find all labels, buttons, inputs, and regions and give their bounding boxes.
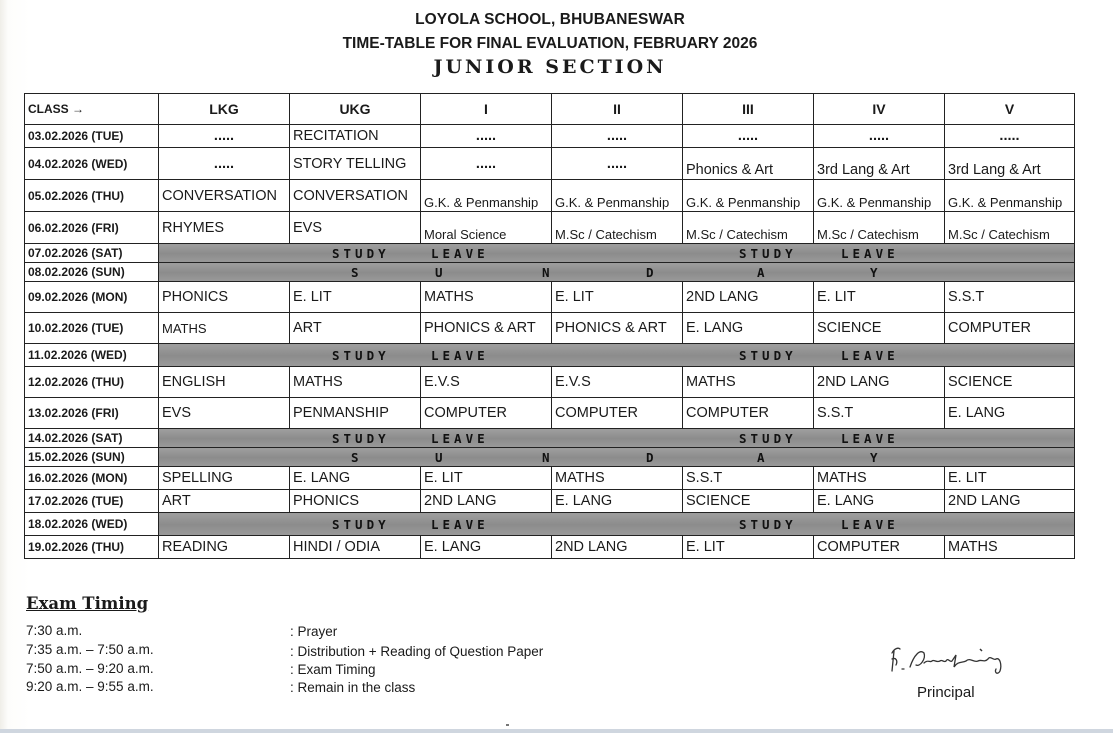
exam-cell: E. LANG <box>945 398 1075 429</box>
exam-cell: ART <box>159 490 290 513</box>
date-cell: 03.02.2026 (TUE) <box>25 125 159 148</box>
band-word: STUDY <box>739 347 797 363</box>
band-letter: N <box>542 449 554 465</box>
band-letter: N <box>542 264 554 280</box>
exam-cell: G.K. & Penmanship <box>552 180 683 212</box>
exam-cell: E.V.S <box>552 367 683 398</box>
exam-cell: PENMANSHIP <box>290 398 421 429</box>
band-letter: D <box>646 449 658 465</box>
exam-cell: RHYMES <box>159 212 290 244</box>
exam-cell: PHONICS <box>159 282 290 313</box>
date-cell: 10.02.2026 (TUE) <box>25 313 159 344</box>
timing-time: 7:35 a.m. – 7:50 a.m. <box>26 642 154 657</box>
class-header: LKG <box>159 94 290 125</box>
date-cell: 17.02.2026 (TUE) <box>25 490 159 513</box>
exam-cell: COMPUTER <box>421 398 552 429</box>
date-cell: 07.02.2026 (SAT) <box>25 244 159 263</box>
exam-cell: G.K. & Penmanship <box>421 180 552 212</box>
table-row <box>25 367 1075 398</box>
timing-time: 7:50 a.m. – 9:20 a.m. <box>26 661 154 676</box>
table-row <box>25 490 1075 513</box>
exam-cell: ..... <box>159 125 290 148</box>
date-cell: 12.02.2026 (THU) <box>25 367 159 398</box>
exam-cell: G.K. & Penmanship <box>945 180 1075 212</box>
band-letter: A <box>757 449 769 465</box>
bottom-edge <box>0 729 1113 733</box>
exam-cell: COMPUTER <box>814 536 945 559</box>
table-row <box>25 125 1075 148</box>
band-letter: A <box>757 264 769 280</box>
band-letter: S <box>351 449 363 465</box>
band-word: LEAVE <box>841 430 899 446</box>
exam-cell: M.Sc / Catechism <box>814 212 945 244</box>
study-leave-band <box>159 513 1075 536</box>
table-row <box>25 313 1075 344</box>
exam-cell: CONVERSATION <box>290 180 421 212</box>
exam-cell: M.Sc / Catechism <box>683 212 814 244</box>
table-row <box>25 212 1075 244</box>
band-letter: D <box>646 264 658 280</box>
exam-timing-title: Exam Timing <box>26 594 149 613</box>
date-cell: 06.02.2026 (FRI) <box>25 212 159 244</box>
sunday-row <box>25 448 1075 467</box>
study-leave-row <box>25 244 1075 263</box>
exam-cell: SPELLING <box>159 467 290 490</box>
date-cell: 18.02.2026 (WED) <box>25 513 159 536</box>
exam-cell: ENGLISH <box>159 367 290 398</box>
exam-cell: EVS <box>290 212 421 244</box>
sunday-band <box>159 263 1075 282</box>
exam-cell: HINDI / ODIA <box>290 536 421 559</box>
exam-cell: E. LANG <box>421 536 552 559</box>
exam-cell: S.S.T <box>945 282 1075 313</box>
band-word: LEAVE <box>431 430 489 446</box>
exam-cell: M.Sc / Catechism <box>945 212 1075 244</box>
exam-cell: S.S.T <box>683 467 814 490</box>
band-word: STUDY <box>739 430 797 446</box>
band-letter: U <box>435 264 447 280</box>
exam-cell: Moral Science <box>421 212 552 244</box>
exam-cell: ART <box>290 313 421 344</box>
header-row <box>25 94 1075 125</box>
exam-cell: MATHS <box>945 536 1075 559</box>
exam-cell: COMPUTER <box>945 313 1075 344</box>
band-word: STUDY <box>332 347 390 363</box>
exam-cell: MATHS <box>421 282 552 313</box>
study-leave-row <box>25 344 1075 367</box>
study-leave-band <box>159 429 1075 448</box>
exam-cell: E. LIT <box>552 282 683 313</box>
class-header: I <box>421 94 552 125</box>
exam-cell: ..... <box>421 148 552 180</box>
date-cell: 19.02.2026 (THU) <box>25 536 159 559</box>
band-word: LEAVE <box>841 347 899 363</box>
exam-cell: EVS <box>159 398 290 429</box>
table-row <box>25 398 1075 429</box>
band-word: STUDY <box>739 245 797 261</box>
date-cell: 13.02.2026 (FRI) <box>25 398 159 429</box>
date-cell: 04.02.2026 (WED) <box>25 148 159 180</box>
study-leave-band <box>159 344 1075 367</box>
principal-signature <box>884 641 1034 681</box>
band-word: STUDY <box>332 430 390 446</box>
exam-cell: CONVERSATION <box>159 180 290 212</box>
exam-cell: RECITATION <box>290 125 421 148</box>
date-cell: 09.02.2026 (MON) <box>25 282 159 313</box>
exam-cell: E.V.S <box>421 367 552 398</box>
exam-cell: E. LIT <box>945 467 1075 490</box>
band-word: STUDY <box>739 516 797 532</box>
study-leave-row <box>25 513 1075 536</box>
exam-cell: 2ND LANG <box>552 536 683 559</box>
band-word: LEAVE <box>431 516 489 532</box>
exam-cell: E. LIT <box>683 536 814 559</box>
table-row <box>25 180 1075 212</box>
school-name: LOYOLA SCHOOL, BHUBANESWAR <box>415 11 685 28</box>
exam-cell: PHONICS <box>290 490 421 513</box>
exam-cell: E. LANG <box>683 313 814 344</box>
timing-description: : Exam Timing <box>290 662 376 677</box>
band-word: LEAVE <box>841 245 899 261</box>
exam-cell: 2ND LANG <box>683 282 814 313</box>
exam-cell: E. LANG <box>814 490 945 513</box>
timing-description: : Prayer <box>290 624 338 639</box>
band-word: LEAVE <box>431 245 489 261</box>
band-letter: Y <box>870 264 882 280</box>
date-cell: 15.02.2026 (SUN) <box>25 448 159 467</box>
exam-cell: E. LIT <box>290 282 421 313</box>
exam-cell: 3rd Lang & Art <box>814 148 945 180</box>
exam-cell: SCIENCE <box>683 490 814 513</box>
exam-cell: ..... <box>421 125 552 148</box>
class-corner-header: CLASS → <box>25 94 159 125</box>
exam-cell: COMPUTER <box>552 398 683 429</box>
exam-cell: MATHS <box>814 467 945 490</box>
timing-description: : Distribution + Reading of Question Paper <box>290 644 544 659</box>
table-row <box>25 467 1075 490</box>
exam-cell: E. LIT <box>421 467 552 490</box>
date-cell: 11.02.2026 (WED) <box>25 344 159 367</box>
exam-cell: MATHS <box>290 367 421 398</box>
exam-cell: E. LANG <box>290 467 421 490</box>
exam-cell: 2ND LANG <box>945 490 1075 513</box>
study-leave-band <box>159 244 1075 263</box>
exam-cell: E. LIT <box>814 282 945 313</box>
timing-time: 7:30 a.m. <box>26 623 83 638</box>
exam-cell: Phonics & Art <box>683 148 814 180</box>
timetable <box>24 93 1075 559</box>
table-row <box>25 536 1075 559</box>
class-header: IV <box>814 94 945 125</box>
exam-cell: STORY TELLING <box>290 148 421 180</box>
exam-cell: MATHS <box>683 367 814 398</box>
exam-cell: E. LANG <box>552 490 683 513</box>
exam-cell: MATHS <box>552 467 683 490</box>
exam-cell: PHONICS & ART <box>552 313 683 344</box>
exam-cell: ..... <box>945 125 1075 148</box>
table-row <box>25 282 1075 313</box>
date-cell: 16.02.2026 (MON) <box>25 467 159 490</box>
band-letter: S <box>351 264 363 280</box>
exam-cell: PHONICS & ART <box>421 313 552 344</box>
exam-cell: ..... <box>814 125 945 148</box>
exam-cell: SCIENCE <box>814 313 945 344</box>
exam-cell: ..... <box>683 125 814 148</box>
section-title: JUNIOR SECTION <box>433 56 667 78</box>
exam-cell: SCIENCE <box>945 367 1075 398</box>
exam-cell: ..... <box>159 148 290 180</box>
date-cell: 05.02.2026 (THU) <box>25 180 159 212</box>
exam-cell: G.K. & Penmanship <box>814 180 945 212</box>
class-header: II <box>552 94 683 125</box>
table-row <box>25 148 1075 180</box>
class-header: III <box>683 94 814 125</box>
exam-cell: READING <box>159 536 290 559</box>
principal-label: Principal <box>917 684 975 701</box>
band-word: STUDY <box>332 516 390 532</box>
timing-time: 9:20 a.m. – 9:55 a.m. <box>26 679 154 694</box>
exam-cell: M.Sc / Catechism <box>552 212 683 244</box>
band-word: STUDY <box>332 245 390 261</box>
date-cell: 14.02.2026 (SAT) <box>25 429 159 448</box>
class-header: V <box>945 94 1075 125</box>
study-leave-row <box>25 429 1075 448</box>
sunday-band <box>159 448 1075 467</box>
band-letter: Y <box>870 449 882 465</box>
document-subtitle: TIME-TABLE FOR FINAL EVALUATION, FEBRUARY 2026 <box>342 35 758 52</box>
speck <box>506 724 509 726</box>
date-cell: 08.02.2026 (SUN) <box>25 263 159 282</box>
exam-cell: G.K. & Penmanship <box>683 180 814 212</box>
exam-cell: 2ND LANG <box>814 367 945 398</box>
exam-cell: MATHS <box>159 313 290 344</box>
exam-cell: ..... <box>552 125 683 148</box>
exam-cell: 3rd Lang & Art <box>945 148 1075 180</box>
class-header: UKG <box>290 94 421 125</box>
band-word: LEAVE <box>841 516 899 532</box>
exam-cell: 2ND LANG <box>421 490 552 513</box>
exam-cell: COMPUTER <box>683 398 814 429</box>
exam-cell: ..... <box>552 148 683 180</box>
exam-cell: S.S.T <box>814 398 945 429</box>
band-word: LEAVE <box>431 347 489 363</box>
band-letter: U <box>435 449 447 465</box>
timing-description: : Remain in the class <box>290 680 416 695</box>
sunday-row <box>25 263 1075 282</box>
